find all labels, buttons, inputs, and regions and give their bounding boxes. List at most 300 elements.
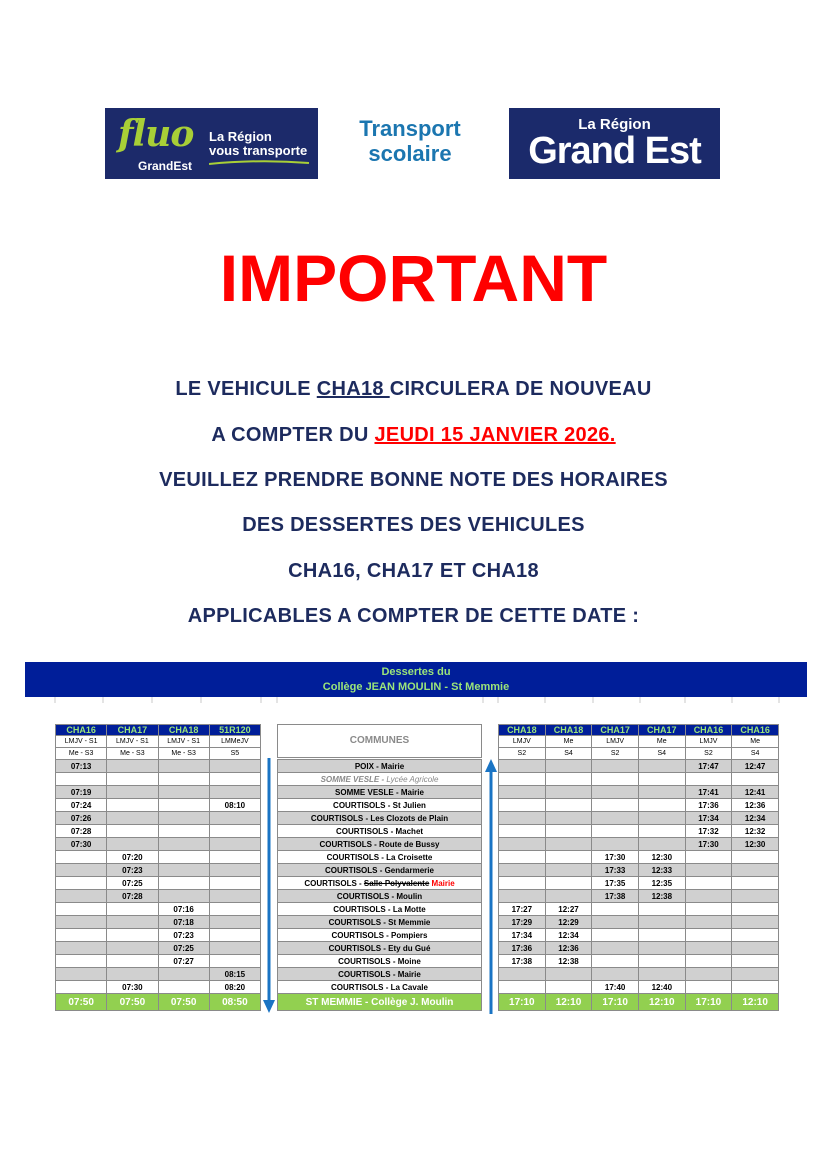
- time-cell: 07:26: [56, 812, 107, 825]
- stop-name-new: Mairie: [431, 878, 455, 888]
- time-cell: 17:47: [685, 760, 732, 773]
- time-cell: [107, 955, 158, 968]
- time-cell: [685, 981, 732, 994]
- time-cell: [499, 968, 546, 981]
- time-cell: [107, 903, 158, 916]
- time-cell: [107, 799, 158, 812]
- arrival-time: 07:50: [56, 994, 107, 1011]
- time-cell: 12:47: [732, 760, 779, 773]
- table-row: [56, 812, 261, 825]
- time-cell: 07:28: [107, 890, 158, 903]
- time-cell: [638, 955, 685, 968]
- time-cell: [56, 929, 107, 942]
- time-cell: [107, 825, 158, 838]
- time-cell: [685, 929, 732, 942]
- time-cell: [209, 851, 260, 864]
- time-cell: [732, 968, 779, 981]
- message-line-5: CHA16, CHA17 ET CHA18: [288, 560, 539, 582]
- vehicle-header: CHA16: [732, 725, 779, 736]
- time-cell: [638, 903, 685, 916]
- departure-time: 12:10: [732, 994, 779, 1011]
- table-row: [56, 773, 261, 786]
- time-cell: [209, 760, 260, 773]
- stop-name: SOMME VESLE - Mairie: [278, 786, 482, 799]
- time-cell: [158, 981, 209, 994]
- time-cell: [592, 812, 639, 825]
- fluo-logo-sub: GrandEst: [138, 159, 193, 173]
- time-cell: [545, 760, 592, 773]
- table-row: [499, 864, 779, 877]
- table-row: [499, 799, 779, 812]
- time-cell: [638, 929, 685, 942]
- time-cell: [638, 942, 685, 955]
- time-cell: [592, 760, 639, 773]
- time-cell: 07:13: [56, 760, 107, 773]
- table-row: [56, 877, 261, 890]
- time-cell: 12:40: [638, 981, 685, 994]
- time-cell: [592, 773, 639, 786]
- time-cell: [209, 877, 260, 890]
- time-cell: [158, 968, 209, 981]
- stop-name: COURTISOLS - St Julien: [278, 799, 482, 812]
- time-cell: [732, 864, 779, 877]
- table-row: [499, 955, 779, 968]
- time-cell: [56, 773, 107, 786]
- right-days-row: [499, 748, 779, 760]
- time-cell: [499, 773, 546, 786]
- time-cell: [592, 929, 639, 942]
- arrival-time: 07:50: [107, 994, 158, 1011]
- time-cell: [499, 851, 546, 864]
- table-row: [56, 903, 261, 916]
- stop-row: [278, 942, 482, 955]
- table-row: [499, 825, 779, 838]
- time-cell: [107, 786, 158, 799]
- time-cell: [56, 916, 107, 929]
- time-cell: [56, 851, 107, 864]
- vehicle-header: CHA16: [685, 725, 732, 736]
- message-line-1-end: CIRCULERA DE NOUVEAU: [389, 378, 652, 400]
- table-row: [56, 968, 261, 981]
- time-cell: 17:33: [592, 864, 639, 877]
- left-vehicle-row: [56, 725, 261, 736]
- time-cell: [545, 981, 592, 994]
- table-row: [499, 942, 779, 955]
- table-row: [499, 968, 779, 981]
- time-cell: 17:30: [685, 838, 732, 851]
- message-line-3: VEUILLEZ PRENDRE BONNE NOTE DES HORAIRES: [159, 469, 668, 491]
- stop-name: COURTISOLS - Moine: [278, 955, 482, 968]
- time-cell: [545, 786, 592, 799]
- table-row: [499, 773, 779, 786]
- time-cell: [56, 890, 107, 903]
- stop-name: COURTISOLS - Machet: [278, 825, 482, 838]
- time-cell: 17:36: [499, 942, 546, 955]
- time-cell: [158, 864, 209, 877]
- departure-row: [499, 994, 779, 1011]
- days-header: LMJV: [592, 736, 639, 748]
- stop-name: [278, 773, 482, 786]
- message-line-6: APPLICABLES A COMPTER DE CETTE DATE :: [187, 605, 640, 627]
- time-cell: 12:30: [732, 838, 779, 851]
- time-cell: [592, 903, 639, 916]
- stop-row: [278, 786, 482, 799]
- stop-name: POIX - Mairie: [278, 760, 482, 773]
- time-cell: [499, 877, 546, 890]
- time-cell: 12:38: [638, 890, 685, 903]
- table-row: [499, 786, 779, 799]
- time-cell: [107, 773, 158, 786]
- time-cell: [685, 864, 732, 877]
- time-cell: 07:28: [56, 825, 107, 838]
- time-cell: [209, 929, 260, 942]
- stop-name: COURTISOLS - Les Clozots de Plain: [278, 812, 482, 825]
- table-row: [56, 955, 261, 968]
- time-cell: 17:38: [592, 890, 639, 903]
- time-cell: 07:20: [107, 851, 158, 864]
- region-grand-est-logo: [509, 108, 720, 179]
- time-cell: 07:25: [158, 942, 209, 955]
- stop-row: [278, 851, 482, 864]
- time-cell: [592, 838, 639, 851]
- left-days-row: [56, 748, 261, 760]
- important-headline: IMPORTANT: [219, 241, 608, 315]
- table-row: [56, 916, 261, 929]
- grand-est-logo-top: La Région: [578, 116, 651, 133]
- communes-list: [277, 759, 482, 1011]
- time-cell: [592, 955, 639, 968]
- table-row: [56, 799, 261, 812]
- message-date: JEUDI 15 JANVIER 2026.: [374, 424, 616, 446]
- banner-line-2: Collège JEAN MOULIN - St Memmie: [322, 681, 510, 693]
- days-header: S2: [592, 748, 639, 760]
- stop-name-tail: Lycée Agricole: [386, 774, 439, 784]
- time-cell: [499, 812, 546, 825]
- stop-row: [278, 812, 482, 825]
- arrival-time: 08:50: [209, 994, 260, 1011]
- table-row: [499, 890, 779, 903]
- stop-name-prefix: SOMME VESLE -: [320, 774, 385, 784]
- days-header: LMJV - S1: [56, 736, 107, 748]
- departure-time: 12:10: [545, 994, 592, 1011]
- message-line-4: DES DESSERTES DES VEHICULES: [242, 514, 585, 536]
- stop-row: [278, 981, 482, 994]
- stop-row: [278, 968, 482, 981]
- departure-time: 12:10: [638, 994, 685, 1011]
- time-cell: 07:19: [56, 786, 107, 799]
- time-cell: [545, 968, 592, 981]
- time-cell: [732, 916, 779, 929]
- time-cell: [732, 929, 779, 942]
- stop-name: COURTISOLS - Mairie: [278, 968, 482, 981]
- time-cell: [592, 799, 639, 812]
- stop-row: [278, 903, 482, 916]
- time-cell: [545, 890, 592, 903]
- time-cell: [499, 981, 546, 994]
- time-cell: 12:30: [638, 851, 685, 864]
- stop-name-struck: Salle Polyvalente: [363, 878, 430, 888]
- days-header: Me: [638, 736, 685, 748]
- fluo-logo-tagline: [209, 130, 307, 158]
- time-cell: 17:35: [592, 877, 639, 890]
- time-cell: 17:38: [499, 955, 546, 968]
- time-cell: 17:36: [685, 799, 732, 812]
- time-cell: [158, 786, 209, 799]
- vehicle-header: CHA16: [56, 725, 107, 736]
- table-row: [499, 981, 779, 994]
- time-cell: [56, 903, 107, 916]
- time-cell: 07:23: [158, 929, 209, 942]
- message-line-1-start: LE VEHICULE: [175, 378, 317, 400]
- vehicle-header: CHA17: [638, 725, 685, 736]
- banner-gridlines: [25, 697, 807, 703]
- stop-name: COURTISOLS - Ety du Gué: [278, 942, 482, 955]
- transport-scolaire-line-2: scolaire: [368, 141, 452, 166]
- time-cell: 07:24: [56, 799, 107, 812]
- fluo-tagline-line-1: La Région: [209, 129, 272, 144]
- time-cell: 12:34: [545, 929, 592, 942]
- time-cell: [209, 903, 260, 916]
- time-cell: [499, 799, 546, 812]
- time-cell: [545, 773, 592, 786]
- time-cell: [638, 812, 685, 825]
- time-cell: 17:34: [685, 812, 732, 825]
- table-row: [56, 981, 261, 994]
- time-cell: [499, 838, 546, 851]
- time-cell: 12:27: [545, 903, 592, 916]
- communes-header: COMMUNES: [277, 724, 482, 758]
- time-cell: 17:30: [592, 851, 639, 864]
- departure-time: 17:10: [592, 994, 639, 1011]
- time-cell: [209, 838, 260, 851]
- time-cell: [158, 812, 209, 825]
- days-header: Me: [545, 736, 592, 748]
- time-cell: [209, 786, 260, 799]
- stop-name: COURTISOLS - La Motte: [278, 903, 482, 916]
- message-line-2: [0, 424, 827, 447]
- time-cell: [638, 825, 685, 838]
- table-row: [499, 838, 779, 851]
- vehicle-header: 51R120: [209, 725, 260, 736]
- transport-scolaire-logo: [330, 116, 490, 172]
- right-timetable: [498, 724, 779, 1011]
- stop-row: [278, 838, 482, 851]
- table-row: [499, 929, 779, 942]
- time-cell: [499, 760, 546, 773]
- time-cell: [685, 773, 732, 786]
- time-cell: [732, 903, 779, 916]
- time-cell: [56, 955, 107, 968]
- time-cell: [638, 838, 685, 851]
- banner-line-1: Dessertes du: [381, 666, 451, 678]
- table-row: [499, 851, 779, 864]
- vehicle-header: CHA18: [545, 725, 592, 736]
- time-cell: [685, 916, 732, 929]
- time-cell: [107, 942, 158, 955]
- grand-est-logo-main: Grand Est: [528, 130, 701, 172]
- time-cell: [209, 864, 260, 877]
- time-cell: [209, 773, 260, 786]
- days-header: Me - S3: [158, 748, 209, 760]
- stop-name: [278, 877, 482, 890]
- table-row: [499, 812, 779, 825]
- time-cell: 07:25: [107, 877, 158, 890]
- days-header: LMJV - S1: [158, 736, 209, 748]
- time-cell: [545, 812, 592, 825]
- stop-row: [278, 799, 482, 812]
- arrow-up-icon: [484, 758, 498, 1014]
- time-cell: [158, 890, 209, 903]
- days-header: LMJV - S1: [107, 736, 158, 748]
- table-row: [56, 890, 261, 903]
- time-cell: [107, 760, 158, 773]
- time-cell: [732, 851, 779, 864]
- vehicle-header: CHA17: [592, 725, 639, 736]
- time-cell: [685, 955, 732, 968]
- time-cell: [545, 838, 592, 851]
- right-days-row: [499, 736, 779, 748]
- time-cell: 12:41: [732, 786, 779, 799]
- time-cell: [545, 864, 592, 877]
- departure-time: 17:10: [499, 994, 546, 1011]
- time-cell: [209, 825, 260, 838]
- days-header: Me - S3: [56, 748, 107, 760]
- stop-row: [278, 825, 482, 838]
- table-row: [499, 903, 779, 916]
- time-cell: [545, 799, 592, 812]
- time-cell: 08:15: [209, 968, 260, 981]
- time-cell: [158, 799, 209, 812]
- time-cell: 12:38: [545, 955, 592, 968]
- days-header: S4: [545, 748, 592, 760]
- time-cell: [158, 773, 209, 786]
- stop-row: [278, 929, 482, 942]
- time-cell: [592, 916, 639, 929]
- time-cell: [638, 916, 685, 929]
- stop-row: [278, 955, 482, 968]
- stop-row: [278, 864, 482, 877]
- table-row: [499, 916, 779, 929]
- time-cell: [107, 916, 158, 929]
- time-cell: [732, 890, 779, 903]
- time-cell: [592, 968, 639, 981]
- time-cell: 07:27: [158, 955, 209, 968]
- time-cell: 12:34: [732, 812, 779, 825]
- time-cell: [209, 955, 260, 968]
- time-cell: 17:40: [592, 981, 639, 994]
- stop-row: [278, 890, 482, 903]
- table-row: [499, 760, 779, 773]
- days-header: Me - S3: [107, 748, 158, 760]
- time-cell: [209, 890, 260, 903]
- days-header: LMMeJV: [209, 736, 260, 748]
- time-cell: [56, 981, 107, 994]
- time-cell: 12:36: [545, 942, 592, 955]
- left-days-row: [56, 736, 261, 748]
- time-cell: 12:35: [638, 877, 685, 890]
- time-cell: [158, 851, 209, 864]
- time-cell: 17:41: [685, 786, 732, 799]
- time-cell: [56, 942, 107, 955]
- time-cell: [685, 851, 732, 864]
- table-row: [56, 851, 261, 864]
- time-cell: [158, 838, 209, 851]
- time-cell: [638, 760, 685, 773]
- transport-scolaire-line-1: Transport: [359, 116, 461, 141]
- time-cell: [499, 786, 546, 799]
- fluo-swoosh-icon: [209, 160, 309, 166]
- stop-name: COURTISOLS - La Cavale: [278, 981, 482, 994]
- table-row: [56, 760, 261, 773]
- time-cell: [56, 864, 107, 877]
- days-header: LMJV: [685, 736, 732, 748]
- time-cell: [499, 825, 546, 838]
- table-row: [56, 942, 261, 955]
- time-cell: 08:20: [209, 981, 260, 994]
- time-cell: [592, 786, 639, 799]
- time-cell: [499, 864, 546, 877]
- time-cell: 17:34: [499, 929, 546, 942]
- time-cell: [732, 981, 779, 994]
- vehicle-header: CHA18: [499, 725, 546, 736]
- time-cell: [732, 877, 779, 890]
- stop-name: COURTISOLS - Pompiers: [278, 929, 482, 942]
- fluo-logo-word: fluo: [118, 113, 194, 155]
- final-stop-row: [278, 994, 482, 1011]
- arrival-time: 07:50: [158, 994, 209, 1011]
- message-line-2-start: A COMPTER DU: [211, 424, 375, 446]
- message-line-1: [0, 378, 827, 401]
- days-header: Me: [732, 736, 779, 748]
- table-row: [56, 825, 261, 838]
- time-cell: [107, 812, 158, 825]
- time-cell: 07:30: [107, 981, 158, 994]
- time-cell: [545, 877, 592, 890]
- time-cell: 08:10: [209, 799, 260, 812]
- time-cell: 17:29: [499, 916, 546, 929]
- time-cell: [209, 942, 260, 955]
- time-cell: [545, 851, 592, 864]
- days-header: S2: [499, 748, 546, 760]
- table-row: [56, 929, 261, 942]
- arrow-down-icon: [262, 758, 276, 1014]
- time-cell: [685, 903, 732, 916]
- time-cell: [592, 825, 639, 838]
- time-cell: 07:18: [158, 916, 209, 929]
- time-cell: [685, 942, 732, 955]
- stop-name-prefix: COURTISOLS -: [304, 878, 362, 888]
- table-row: [56, 786, 261, 799]
- time-cell: [209, 812, 260, 825]
- stop-row: [278, 773, 482, 786]
- time-cell: 17:32: [685, 825, 732, 838]
- time-cell: [158, 760, 209, 773]
- time-cell: [592, 942, 639, 955]
- table-row: [499, 877, 779, 890]
- time-cell: [732, 773, 779, 786]
- days-header: S4: [732, 748, 779, 760]
- time-cell: [56, 877, 107, 890]
- vehicle-header: CHA18: [158, 725, 209, 736]
- stop-name: COURTISOLS - Moulin: [278, 890, 482, 903]
- dessertes-banner: [25, 662, 807, 697]
- final-stop: ST MEMMIE - Collège J. Moulin: [278, 994, 482, 1011]
- time-cell: [107, 968, 158, 981]
- days-header: S4: [638, 748, 685, 760]
- time-cell: [638, 773, 685, 786]
- time-cell: 07:16: [158, 903, 209, 916]
- table-row: [56, 838, 261, 851]
